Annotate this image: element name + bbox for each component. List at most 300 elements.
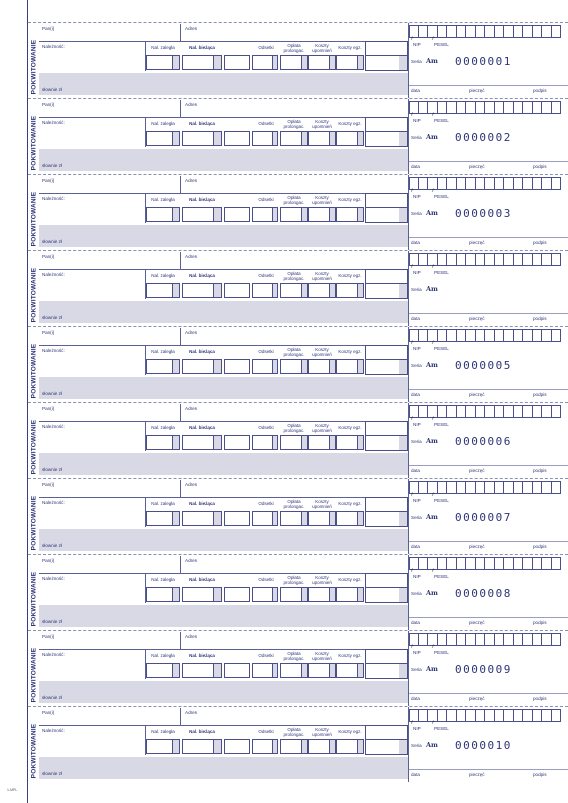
odsetki-grosze (272, 663, 278, 678)
signature-line (409, 541, 568, 542)
pan-label: Pan(i) (42, 482, 55, 487)
digit-cell[interactable] (504, 557, 514, 570)
naleznosc-label: Należność: (42, 348, 65, 353)
digit-cell[interactable] (533, 633, 543, 646)
nal-biezaca-grosze (213, 587, 222, 602)
digit-cell[interactable] (552, 557, 562, 570)
receipt-number: 0000008 (455, 587, 512, 600)
digit-cell[interactable] (542, 557, 552, 570)
digit-cell[interactable] (523, 405, 533, 418)
vertical-label-text: POKWITOWANIE (30, 343, 38, 399)
odsetki-grosze (272, 739, 278, 754)
digit-cell[interactable] (457, 253, 467, 266)
digit-cell[interactable] (504, 25, 514, 38)
digit-cell[interactable] (457, 25, 467, 38)
digit-cell[interactable] (504, 101, 514, 114)
seria-label: Seria (411, 743, 422, 748)
digit-cell[interactable] (466, 405, 476, 418)
digit-cell[interactable] (438, 405, 448, 418)
digit-cell[interactable] (485, 25, 495, 38)
digit-cell[interactable] (476, 633, 486, 646)
pan-adres-divider (180, 252, 181, 270)
nal-zalegla-grosze (172, 587, 180, 602)
digit-cell[interactable] (495, 557, 505, 570)
koszty-upomnien-header: Koszty upomnień (312, 42, 332, 53)
digit-cell[interactable] (542, 329, 552, 342)
nal-biezaca-header: Nal. bieżąca (189, 121, 215, 127)
oplata-prolong-grosze (301, 131, 308, 146)
podpis-label: podpis (533, 88, 547, 93)
digit-cell[interactable] (419, 253, 429, 266)
digit-cell[interactable] (466, 177, 476, 190)
data-label: data (411, 468, 420, 473)
digit-cell[interactable] (485, 253, 495, 266)
receipt (28, 706, 568, 782)
data-label: data (411, 620, 420, 625)
pesel-label: PESEL (434, 726, 449, 731)
digit-cell[interactable] (419, 101, 429, 114)
podpis-label: podpis (533, 164, 547, 169)
digit-cell[interactable] (476, 405, 486, 418)
digit-cell[interactable] (419, 633, 429, 646)
header-top-rule (39, 421, 408, 422)
digit-cell[interactable] (514, 329, 524, 342)
koszty-upomnien-header: Koszty upomnień (312, 118, 332, 129)
header-top-rule (39, 117, 408, 118)
digit-cell[interactable] (438, 633, 448, 646)
header-top-rule (39, 573, 408, 574)
digit-cell[interactable] (485, 709, 495, 722)
digit-cell[interactable] (447, 481, 457, 494)
digit-cell[interactable] (542, 253, 552, 266)
oplata-prolong-header: Opłata prolongac. (283, 346, 305, 357)
header-top-rule (39, 41, 408, 42)
digit-cell[interactable] (552, 253, 562, 266)
digit-cell[interactable] (485, 177, 495, 190)
oplata-prolong-header: Opłata prolongac. (283, 574, 305, 585)
extra-field[interactable] (224, 511, 250, 526)
digit-cell[interactable] (438, 329, 448, 342)
digit-cell[interactable] (485, 481, 495, 494)
koszty-upomnien-header: Koszty upomnień (312, 498, 332, 509)
razem-grosze (399, 664, 407, 678)
pieczec-label: pieczęć (469, 164, 485, 169)
digit-cell[interactable] (523, 25, 533, 38)
extra-field[interactable] (224, 359, 250, 374)
adres-label: Adres (185, 254, 198, 259)
digit-cell[interactable] (419, 709, 429, 722)
adres-label: Adres (185, 178, 198, 183)
koszty-upomnien-header: Koszty upomnień (312, 422, 332, 433)
digit-cell[interactable] (542, 633, 552, 646)
digit-cell[interactable] (466, 633, 476, 646)
podpis-label: podpis (533, 696, 547, 701)
signature-line (409, 465, 568, 466)
odsetki-grosze (272, 283, 278, 298)
nal-zalegla-header: Nal. zaległa (151, 349, 175, 355)
slownie-label: słownie zł (42, 391, 62, 396)
digit-cell[interactable] (523, 557, 533, 570)
receipt (28, 402, 568, 478)
digit-cell[interactable] (438, 481, 448, 494)
razem-grosze (399, 56, 407, 70)
digit-cell[interactable] (533, 481, 543, 494)
pan-label: Pan(i) (42, 254, 55, 259)
digit-cell[interactable] (438, 253, 448, 266)
koszty-upomnien-header: Koszty upomnień (312, 194, 332, 205)
receipt (28, 174, 568, 250)
digit-cell[interactable] (514, 101, 524, 114)
digit-cell[interactable] (476, 177, 486, 190)
pieczec-label: pieczęć (469, 88, 485, 93)
slownie-field[interactable] (39, 681, 408, 703)
digit-cell[interactable] (485, 329, 495, 342)
pesel-label: PESEL (434, 574, 449, 579)
koszty-egz-header: Koszty egz. (338, 273, 362, 279)
podpis-label: podpis (533, 316, 547, 321)
odsetki-header: Odsetki (258, 501, 274, 507)
vertical-label-text: POKWITOWANIE (30, 495, 38, 551)
pan-label: Pan(i) (42, 178, 55, 183)
slownie-field[interactable] (39, 73, 408, 95)
digit-cell[interactable] (552, 709, 562, 722)
nip-arrow-icon: ↱ (410, 492, 415, 498)
header-top-rule (39, 649, 408, 650)
digit-cell[interactable] (495, 709, 505, 722)
razem-grosze (399, 132, 407, 146)
koszty-upomnien-grosze (329, 511, 336, 526)
pan-adres-divider (180, 632, 181, 650)
slownie-field[interactable] (39, 757, 408, 779)
adres-label: Adres (185, 634, 198, 639)
data-label: data (411, 392, 420, 397)
odsetki-header: Odsetki (258, 729, 274, 735)
digit-cell[interactable] (514, 253, 524, 266)
nal-zalegla-header: Nal. zaległa (151, 197, 175, 203)
data-label: data (411, 316, 420, 321)
digit-cell[interactable] (552, 329, 562, 342)
digit-cell[interactable] (447, 633, 457, 646)
slownie-field[interactable] (39, 453, 408, 475)
pan-label: Pan(i) (42, 558, 55, 563)
slownie-label: słownie zł (42, 239, 62, 244)
pieczec-label: pieczęć (469, 696, 485, 701)
koszty-upomnien-grosze (329, 587, 336, 602)
digit-cell[interactable] (552, 405, 562, 418)
koszty-upomnien-grosze (329, 663, 336, 678)
digit-cell[interactable] (485, 633, 495, 646)
nal-biezaca-header: Nal. bieżąca (189, 349, 215, 355)
digit-cell[interactable] (457, 633, 467, 646)
digit-cell[interactable] (485, 557, 495, 570)
nip-arrow-icon: ↱ (410, 416, 415, 422)
digit-cell[interactable] (419, 177, 429, 190)
nip-arrow-icon: ↱ (410, 36, 415, 42)
digit-cell[interactable] (504, 405, 514, 418)
digit-cell[interactable] (419, 557, 429, 570)
odsetki-header: Odsetki (258, 121, 274, 127)
digit-cell[interactable] (523, 253, 533, 266)
podpis-label: podpis (533, 468, 547, 473)
nal-biezaca-header: Nal. bieżąca (189, 577, 215, 583)
nal-zalegla-header: Nal. zaległa (151, 45, 175, 51)
digit-cell[interactable] (523, 329, 533, 342)
digit-cell[interactable] (552, 25, 562, 38)
extra-field[interactable] (224, 55, 250, 70)
odsetki-grosze (272, 435, 278, 450)
digit-cell[interactable] (495, 329, 505, 342)
seria-label: Seria (411, 211, 422, 216)
pesel-arrow-icon: ↱ (431, 340, 436, 346)
digit-cell[interactable] (466, 481, 476, 494)
receipt (28, 250, 568, 326)
digit-cell[interactable] (476, 481, 486, 494)
slownie-field[interactable] (39, 529, 408, 551)
extra-field[interactable] (224, 131, 250, 146)
digit-cell[interactable] (438, 101, 448, 114)
nal-biezaca-grosze (213, 131, 222, 146)
slownie-field[interactable] (39, 605, 408, 627)
digit-cell[interactable] (419, 329, 429, 342)
digit-cell[interactable] (447, 557, 457, 570)
slownie-field[interactable] (39, 149, 408, 171)
digit-cell[interactable] (466, 253, 476, 266)
pesel-label: PESEL (434, 422, 449, 427)
pieczec-label: pieczęć (469, 468, 485, 473)
pan-adres-divider (180, 480, 181, 498)
digit-cell[interactable] (514, 481, 524, 494)
slownie-label: słownie zł (42, 619, 62, 624)
digit-cell[interactable] (495, 253, 505, 266)
digit-cell[interactable] (533, 101, 543, 114)
digit-cell[interactable] (533, 329, 543, 342)
digit-cell[interactable] (504, 177, 514, 190)
digit-cell[interactable] (552, 633, 562, 646)
digit-cell[interactable] (533, 557, 543, 570)
pesel-label: PESEL (434, 270, 449, 275)
naleznosc-label: Należność: (42, 196, 65, 201)
digit-cell[interactable] (476, 253, 486, 266)
digit-cell[interactable] (485, 101, 495, 114)
pan-label: Pan(i) (42, 26, 55, 31)
digit-cell[interactable] (419, 481, 429, 494)
data-label: data (411, 696, 420, 701)
koszty-egz-grosze (357, 511, 364, 526)
slownie-label: słownie zł (42, 467, 62, 472)
digit-cell[interactable] (495, 405, 505, 418)
odsetki-grosze (272, 131, 278, 146)
cut-line (28, 554, 568, 555)
signature-line (409, 85, 568, 86)
digit-cell[interactable] (466, 329, 476, 342)
koszty-egz-header: Koszty egz. (338, 577, 362, 583)
digit-cell[interactable] (457, 177, 467, 190)
digit-cell[interactable] (495, 25, 505, 38)
digit-cell[interactable] (552, 101, 562, 114)
oplata-prolong-grosze (301, 55, 308, 70)
digit-cell[interactable] (438, 557, 448, 570)
adres-label: Adres (185, 330, 198, 335)
koszty-upomnien-grosze (329, 131, 336, 146)
odsetki-header: Odsetki (258, 45, 274, 51)
digit-cell[interactable] (514, 177, 524, 190)
extra-field[interactable] (224, 283, 250, 298)
digit-cell[interactable] (552, 481, 562, 494)
digit-cell[interactable] (476, 557, 486, 570)
slownie-label: słownie zł (42, 163, 62, 168)
cut-line (28, 98, 568, 99)
seria-label: Seria (411, 287, 422, 292)
extra-field[interactable] (224, 663, 250, 678)
nal-biezaca-header: Nal. bieżąca (189, 653, 215, 659)
digit-cell[interactable] (447, 177, 457, 190)
signature-line (409, 769, 568, 770)
digit-cell[interactable] (466, 25, 476, 38)
digit-cell[interactable] (447, 101, 457, 114)
digit-cell[interactable] (533, 405, 543, 418)
digit-cell[interactable] (504, 253, 514, 266)
digit-cell[interactable] (466, 557, 476, 570)
digit-cell[interactable] (504, 709, 514, 722)
nal-zalegla-header: Nal. zaległa (151, 121, 175, 127)
receipt-number: 0000002 (455, 131, 512, 144)
digit-cell[interactable] (542, 405, 552, 418)
naleznosc-label: Należność: (42, 500, 65, 505)
extra-field[interactable] (224, 739, 250, 754)
digit-cell[interactable] (495, 633, 505, 646)
digit-cell[interactable] (438, 177, 448, 190)
seria-label: Seria (411, 591, 422, 596)
nip-arrow-icon: ↱ (410, 188, 415, 194)
digit-cell[interactable] (419, 25, 429, 38)
digit-cell[interactable] (523, 481, 533, 494)
digit-cell[interactable] (504, 633, 514, 646)
digit-cell[interactable] (457, 557, 467, 570)
digit-cell[interactable] (457, 329, 467, 342)
nal-biezaca-grosze (213, 739, 222, 754)
digit-cell[interactable] (533, 25, 543, 38)
digit-cell[interactable] (533, 177, 543, 190)
digit-cell[interactable] (466, 709, 476, 722)
pesel-arrow-icon: ↱ (431, 112, 436, 118)
digit-cell[interactable] (476, 25, 486, 38)
digit-cell[interactable] (514, 633, 524, 646)
oplata-prolong-grosze (301, 511, 308, 526)
koszty-egz-grosze (357, 663, 364, 678)
koszty-upomnien-grosze (329, 207, 336, 222)
pesel-arrow-icon: ↱ (431, 568, 436, 574)
digit-cell[interactable] (438, 25, 448, 38)
slownie-field[interactable] (39, 301, 408, 323)
digit-cell[interactable] (485, 405, 495, 418)
razem-grosze (399, 284, 407, 298)
digit-cell[interactable] (457, 405, 467, 418)
digit-cell[interactable] (514, 709, 524, 722)
digit-cell[interactable] (542, 25, 552, 38)
cut-line (28, 706, 568, 707)
koszty-upomnien-header: Koszty upomnień (312, 346, 332, 357)
digit-cell[interactable] (447, 405, 457, 418)
digit-cell[interactable] (552, 177, 562, 190)
digit-cell[interactable] (476, 709, 486, 722)
koszty-egz-grosze (357, 55, 364, 70)
pan-adres-divider (180, 404, 181, 422)
digit-cell[interactable] (447, 25, 457, 38)
digit-cell[interactable] (504, 329, 514, 342)
digit-cell[interactable] (476, 329, 486, 342)
receipt (28, 22, 568, 98)
pan-label: Pan(i) (42, 102, 55, 107)
data-label: data (411, 240, 420, 245)
odsetki-header: Odsetki (258, 197, 274, 203)
pesel-label: PESEL (434, 42, 449, 47)
digit-cell[interactable] (542, 177, 552, 190)
receipt-number: 0000005 (455, 359, 512, 372)
oplata-prolong-grosze (301, 283, 308, 298)
receipt (28, 478, 568, 554)
digit-cell[interactable] (466, 101, 476, 114)
digit-cell[interactable] (533, 253, 543, 266)
vertical-label-text: POKWITOWANIE (30, 115, 38, 171)
digit-cell[interactable] (447, 709, 457, 722)
nal-biezaca-header: Nal. bieżąca (189, 273, 215, 279)
data-label: data (411, 544, 420, 549)
digit-cell[interactable] (457, 709, 467, 722)
digit-cell[interactable] (523, 633, 533, 646)
digit-cell[interactable] (514, 25, 524, 38)
oplata-prolong-header: Opłata prolongac. (283, 270, 305, 281)
digit-cell[interactable] (514, 557, 524, 570)
digit-cell[interactable] (495, 177, 505, 190)
digit-cell[interactable] (476, 101, 486, 114)
digit-cell[interactable] (542, 101, 552, 114)
extra-field[interactable] (224, 435, 250, 450)
podpis-label: podpis (533, 240, 547, 245)
odsetki-grosze (272, 587, 278, 602)
oplata-prolong-header: Opłata prolongac. (283, 726, 305, 737)
digit-cell[interactable] (438, 709, 448, 722)
digit-cell[interactable] (495, 481, 505, 494)
digit-cell[interactable] (457, 481, 467, 494)
digit-cell[interactable] (447, 329, 457, 342)
extra-field[interactable] (224, 207, 250, 222)
digit-cell[interactable] (495, 101, 505, 114)
digit-cell[interactable] (523, 709, 533, 722)
pan-adres-divider (180, 24, 181, 42)
oplata-prolong-header: Opłata prolongac. (283, 194, 305, 205)
digit-cell[interactable] (504, 481, 514, 494)
koszty-egz-header: Koszty egz. (338, 501, 362, 507)
digit-cell[interactable] (457, 101, 467, 114)
slownie-field[interactable] (39, 225, 408, 247)
naleznosc-label: Należność: (42, 576, 65, 581)
digit-cell[interactable] (523, 101, 533, 114)
digit-cell[interactable] (542, 709, 552, 722)
slownie-field[interactable] (39, 377, 408, 399)
naleznosc-label: Należność: (42, 424, 65, 429)
oplata-prolong-header: Opłata prolongac. (283, 650, 305, 661)
extra-field[interactable] (224, 587, 250, 602)
digit-cell[interactable] (419, 405, 429, 418)
digit-cell[interactable] (542, 481, 552, 494)
digit-cell[interactable] (447, 253, 457, 266)
signature-line (409, 617, 568, 618)
pesel-arrow-icon: ↱ (431, 416, 436, 422)
digit-cell[interactable] (533, 709, 543, 722)
digit-cell[interactable] (523, 177, 533, 190)
vertical-label-text: POKWITOWANIE (30, 571, 38, 627)
digit-cell[interactable] (514, 405, 524, 418)
